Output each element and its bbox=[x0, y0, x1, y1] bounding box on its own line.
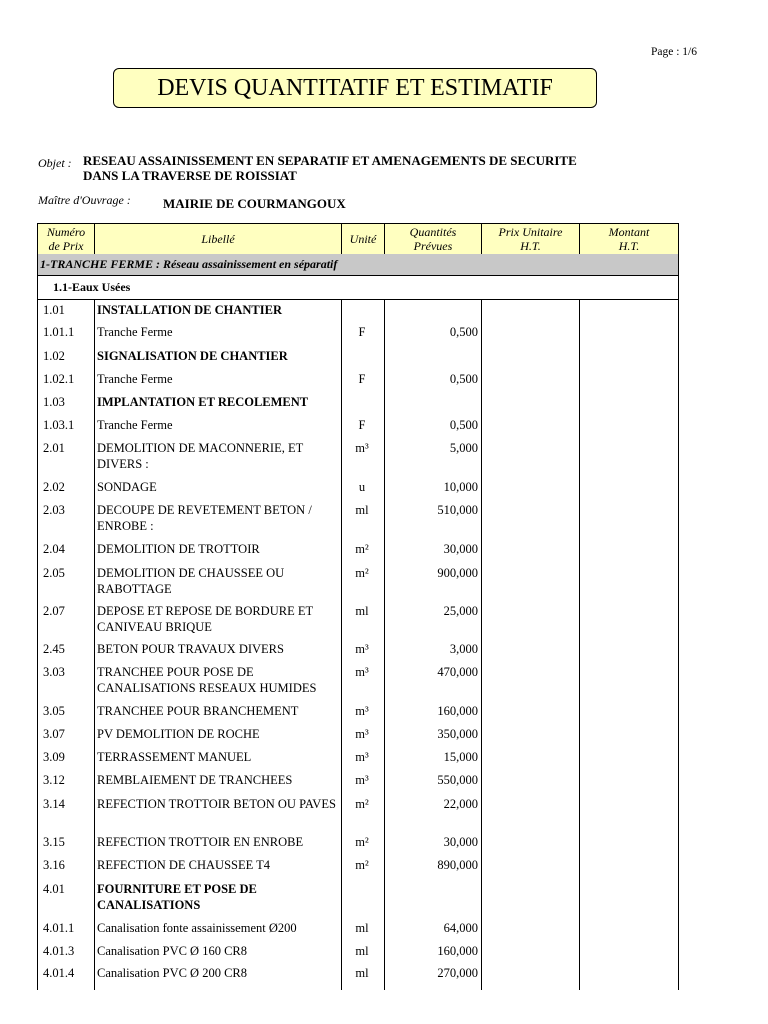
row-libelle: DEMOLITION DE TROTTOIR bbox=[97, 542, 260, 556]
row-number: 1.02.1 bbox=[43, 372, 75, 386]
row-quantite: 64,000 bbox=[443, 921, 478, 935]
row-number: 4.01.1 bbox=[43, 921, 75, 935]
row-number: 4.01.4 bbox=[43, 966, 75, 980]
table-header bbox=[38, 224, 678, 255]
row-libelle: DEMOLITION DE MACONNERIE, ET DIVERS : bbox=[97, 441, 303, 471]
header-unite: Unité bbox=[349, 232, 377, 246]
row-number: 2.04 bbox=[43, 542, 65, 556]
row-quantite: 5,000 bbox=[449, 441, 478, 455]
row-libelle: INSTALLATION DE CHANTIER bbox=[97, 303, 282, 317]
header-montant: Montant H.T. bbox=[608, 225, 650, 253]
row-quantite: 3,000 bbox=[449, 642, 478, 656]
header-quantites: Quantités Prévues bbox=[409, 225, 457, 253]
row-libelle: Canalisation fonte assainissement Ø200 bbox=[97, 921, 297, 935]
section-tranche-ferme: 1-TRANCHE FERME : Réseau assainissement en séparatif bbox=[38, 254, 678, 276]
row-quantite: 30,000 bbox=[443, 835, 478, 849]
row-number: 1.01.1 bbox=[43, 325, 75, 339]
row-quantite: 160,000 bbox=[437, 704, 478, 718]
row-libelle: Tranche Ferme bbox=[97, 372, 173, 386]
row-libelle: DEMOLITION DE CHAUSSEE OU RABOTTAGE bbox=[97, 566, 285, 596]
row-number: 3.15 bbox=[43, 835, 65, 849]
page-number: Page : 1/6 bbox=[651, 46, 697, 58]
row-libelle: IMPLANTATION ET RECOLEMENT bbox=[97, 395, 309, 409]
row-number: 1.02 bbox=[43, 349, 65, 363]
header-libelle: Libellé bbox=[201, 232, 235, 246]
row-libelle: REFECTION TROTTOIR EN ENROBE bbox=[97, 835, 304, 849]
row-libelle: DECOUPE DE REVETEMENT BETON / ENROBE : bbox=[97, 503, 312, 533]
objet-line-1: RESEAU ASSAINISSEMENT EN SEPARATIF ET AMENAGEMENTS DE SECURITE bbox=[83, 153, 577, 168]
row-unite: m² bbox=[355, 835, 369, 849]
row-quantite: 10,000 bbox=[443, 480, 478, 494]
subsection-eaux-usees: 1.1-Eaux Usées bbox=[38, 277, 678, 300]
row-quantite: 550,000 bbox=[437, 773, 478, 787]
row-quantite: 0,500 bbox=[449, 418, 478, 432]
row-unite: m³ bbox=[355, 642, 369, 656]
row-libelle: SIGNALISATION DE CHANTIER bbox=[97, 349, 288, 363]
row-unite: u bbox=[358, 480, 366, 494]
row-unite: m³ bbox=[355, 750, 369, 764]
row-libelle: PV DEMOLITION DE ROCHE bbox=[97, 727, 260, 741]
row-quantite: 25,000 bbox=[443, 604, 478, 618]
row-libelle: DEPOSE ET REPOSE DE BORDURE ET CANIVEAU BRIQUE bbox=[97, 604, 313, 634]
row-number: 4.01.3 bbox=[43, 944, 75, 958]
row-unite: ml bbox=[355, 944, 369, 958]
row-quantite: 160,000 bbox=[437, 944, 478, 958]
row-libelle: BETON POUR TRAVAUX DIVERS bbox=[97, 642, 284, 656]
row-quantite: 270,000 bbox=[437, 966, 478, 980]
row-number: 2.45 bbox=[43, 642, 65, 656]
maitre-ouvrage-value: MAIRIE DE COURMANGOUX bbox=[163, 196, 346, 211]
row-libelle: Canalisation PVC Ø 200 CR8 bbox=[97, 966, 248, 980]
row-number: 4.01 bbox=[43, 882, 65, 896]
row-quantite: 0,500 bbox=[449, 372, 478, 386]
header-prix-unitaire: Prix Unitaire H.T. bbox=[498, 225, 563, 253]
row-number: 2.03 bbox=[43, 503, 65, 517]
row-number: 1.03 bbox=[43, 395, 65, 409]
row-number: 3.14 bbox=[43, 797, 65, 811]
row-number: 2.05 bbox=[43, 566, 65, 580]
row-unite: m³ bbox=[355, 704, 369, 718]
row-quantite: 890,000 bbox=[437, 858, 478, 872]
row-unite: ml bbox=[355, 604, 369, 618]
row-libelle: SONDAGE bbox=[97, 480, 157, 494]
row-unite: m³ bbox=[355, 727, 369, 741]
row-number: 3.03 bbox=[43, 665, 65, 679]
row-quantite: 0,500 bbox=[449, 325, 478, 339]
row-libelle: REMBLAIEMENT DE TRANCHEES bbox=[97, 773, 293, 787]
row-unite: ml bbox=[355, 966, 369, 980]
row-libelle: Tranche Ferme bbox=[97, 418, 173, 432]
row-number: 3.09 bbox=[43, 750, 65, 764]
row-number: 1.01 bbox=[43, 303, 65, 317]
row-libelle: Canalisation PVC Ø 160 CR8 bbox=[97, 944, 248, 958]
row-unite: ml bbox=[355, 503, 369, 517]
document-title: DEVIS QUANTITATIF ET ESTIMATIF bbox=[113, 68, 597, 108]
row-unite: F bbox=[358, 418, 366, 432]
row-quantite: 22,000 bbox=[443, 797, 478, 811]
row-unite: m² bbox=[355, 858, 369, 872]
row-quantite: 30,000 bbox=[443, 542, 478, 556]
row-unite: F bbox=[358, 325, 366, 339]
row-unite: m² bbox=[355, 566, 369, 580]
row-libelle: TRANCHEE POUR POSE DE CANALISATIONS RESEAUX HUMIDES bbox=[97, 665, 317, 695]
row-quantite: 350,000 bbox=[437, 727, 478, 741]
maitre-ouvrage-label: Maître d'Ouvrage : bbox=[38, 193, 131, 207]
row-libelle: REFECTION TROTTOIR BETON OU PAVES bbox=[97, 797, 336, 811]
row-number: 1.03.1 bbox=[43, 418, 75, 432]
row-number: 3.12 bbox=[43, 773, 65, 787]
row-quantite: 470,000 bbox=[437, 665, 478, 679]
row-libelle: Tranche Ferme bbox=[97, 325, 173, 339]
row-unite: F bbox=[358, 372, 366, 386]
objet-value bbox=[83, 153, 683, 183]
row-libelle: REFECTION DE CHAUSSEE T4 bbox=[97, 858, 271, 872]
row-quantite: 900,000 bbox=[437, 566, 478, 580]
row-number: 2.07 bbox=[43, 604, 65, 618]
header-numero: Numéro de Prix bbox=[46, 225, 86, 253]
row-libelle: FOURNITURE ET POSE DE CANALISATIONS bbox=[97, 882, 257, 912]
row-libelle: TERRASSEMENT MANUEL bbox=[97, 750, 252, 764]
objet-line-2: DANS LA TRAVERSE DE ROISSIAT bbox=[83, 168, 297, 183]
row-unite: m² bbox=[355, 542, 369, 556]
row-number: 2.01 bbox=[43, 441, 65, 455]
row-number: 3.07 bbox=[43, 727, 65, 741]
objet-label: Objet : bbox=[38, 156, 72, 170]
row-quantite: 15,000 bbox=[443, 750, 478, 764]
row-unite: m³ bbox=[355, 665, 369, 679]
row-unite: m² bbox=[355, 797, 369, 811]
estimate-table bbox=[37, 223, 679, 990]
row-quantite: 510,000 bbox=[437, 503, 478, 517]
row-number: 3.16 bbox=[43, 858, 65, 872]
row-unite: m³ bbox=[355, 441, 369, 455]
row-unite: m³ bbox=[355, 773, 369, 787]
row-number: 3.05 bbox=[43, 704, 65, 718]
row-number: 2.02 bbox=[43, 480, 65, 494]
row-libelle: TRANCHEE POUR BRANCHEMENT bbox=[97, 704, 299, 718]
row-unite: ml bbox=[355, 921, 369, 935]
